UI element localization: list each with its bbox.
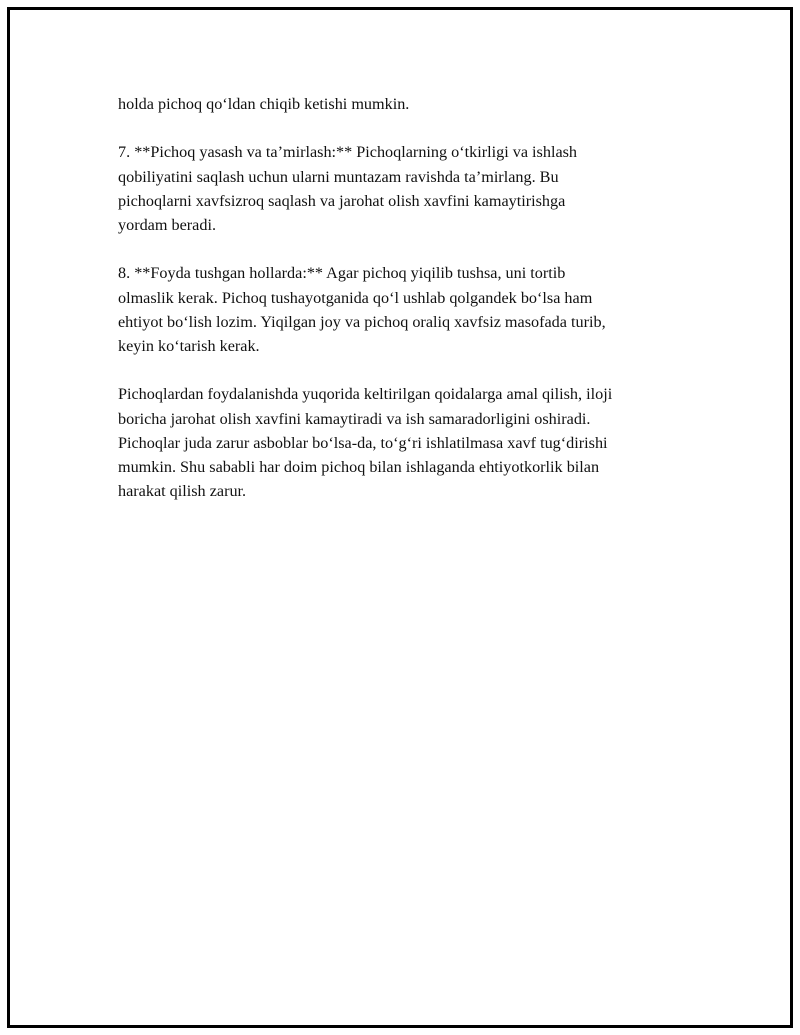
text-line: qobiliyatini saqlash uchun ularni muntazam ravishda ta’mirlang. Bu — [118, 167, 559, 186]
text-line: Pichoqlardan foydalanishda yuqorida keltirilgan qoidalarga amal qilish, iloji — [118, 385, 613, 404]
text-line: yordam beradi. — [118, 216, 216, 234]
paragraph-continuation — [118, 92, 698, 116]
text-line: holda pichoq qo‘ldan chiqib ketishi mumkin. — [118, 95, 410, 113]
document-body — [118, 92, 698, 528]
text-line: Pichoqlar juda zarur asboblar bo‘lsa-da, to‘g‘ri ishlatilmasa xavf tug‘dirishi — [118, 433, 608, 452]
paragraph-conclusion — [118, 382, 698, 503]
paragraph-item-8 — [118, 261, 698, 358]
text-line: harakat qilish zarur. — [118, 482, 247, 501]
text-line: boricha jarohat olish xavfini kamaytiradi va ish samaradorligini oshiradi. — [118, 409, 591, 428]
paragraph-item-7 — [118, 140, 698, 237]
text-line: 8. **Foyda tushgan hollarda:** Agar pichoq yiqilib tushsa, uni tortib — [118, 264, 566, 283]
text-line: pichoqlarni xavfsizroq saqlash va jarohat olish xavfini kamaytirishga — [118, 191, 566, 210]
text-line: 7. **Pichoq yasash va ta’mirlash:** Pichoqlarning o‘tkirligi va ishlash — [118, 143, 578, 162]
text-line: keyin ko‘tarish kerak. — [118, 337, 260, 355]
text-line: mumkin. Shu sababli har doim pichoq bilan ishlaganda ehtiyotkorlik bilan — [118, 458, 600, 476]
text-line: olmaslik kerak. Pichoq tushayotganida qo‘l ushlab qolgandek bo‘lsa ham — [118, 288, 593, 307]
text-line: ehtiyot bo‘lish lozim. Yiqilgan joy va pichoq oraliq xavfsiz masofada turib, — [118, 312, 606, 331]
